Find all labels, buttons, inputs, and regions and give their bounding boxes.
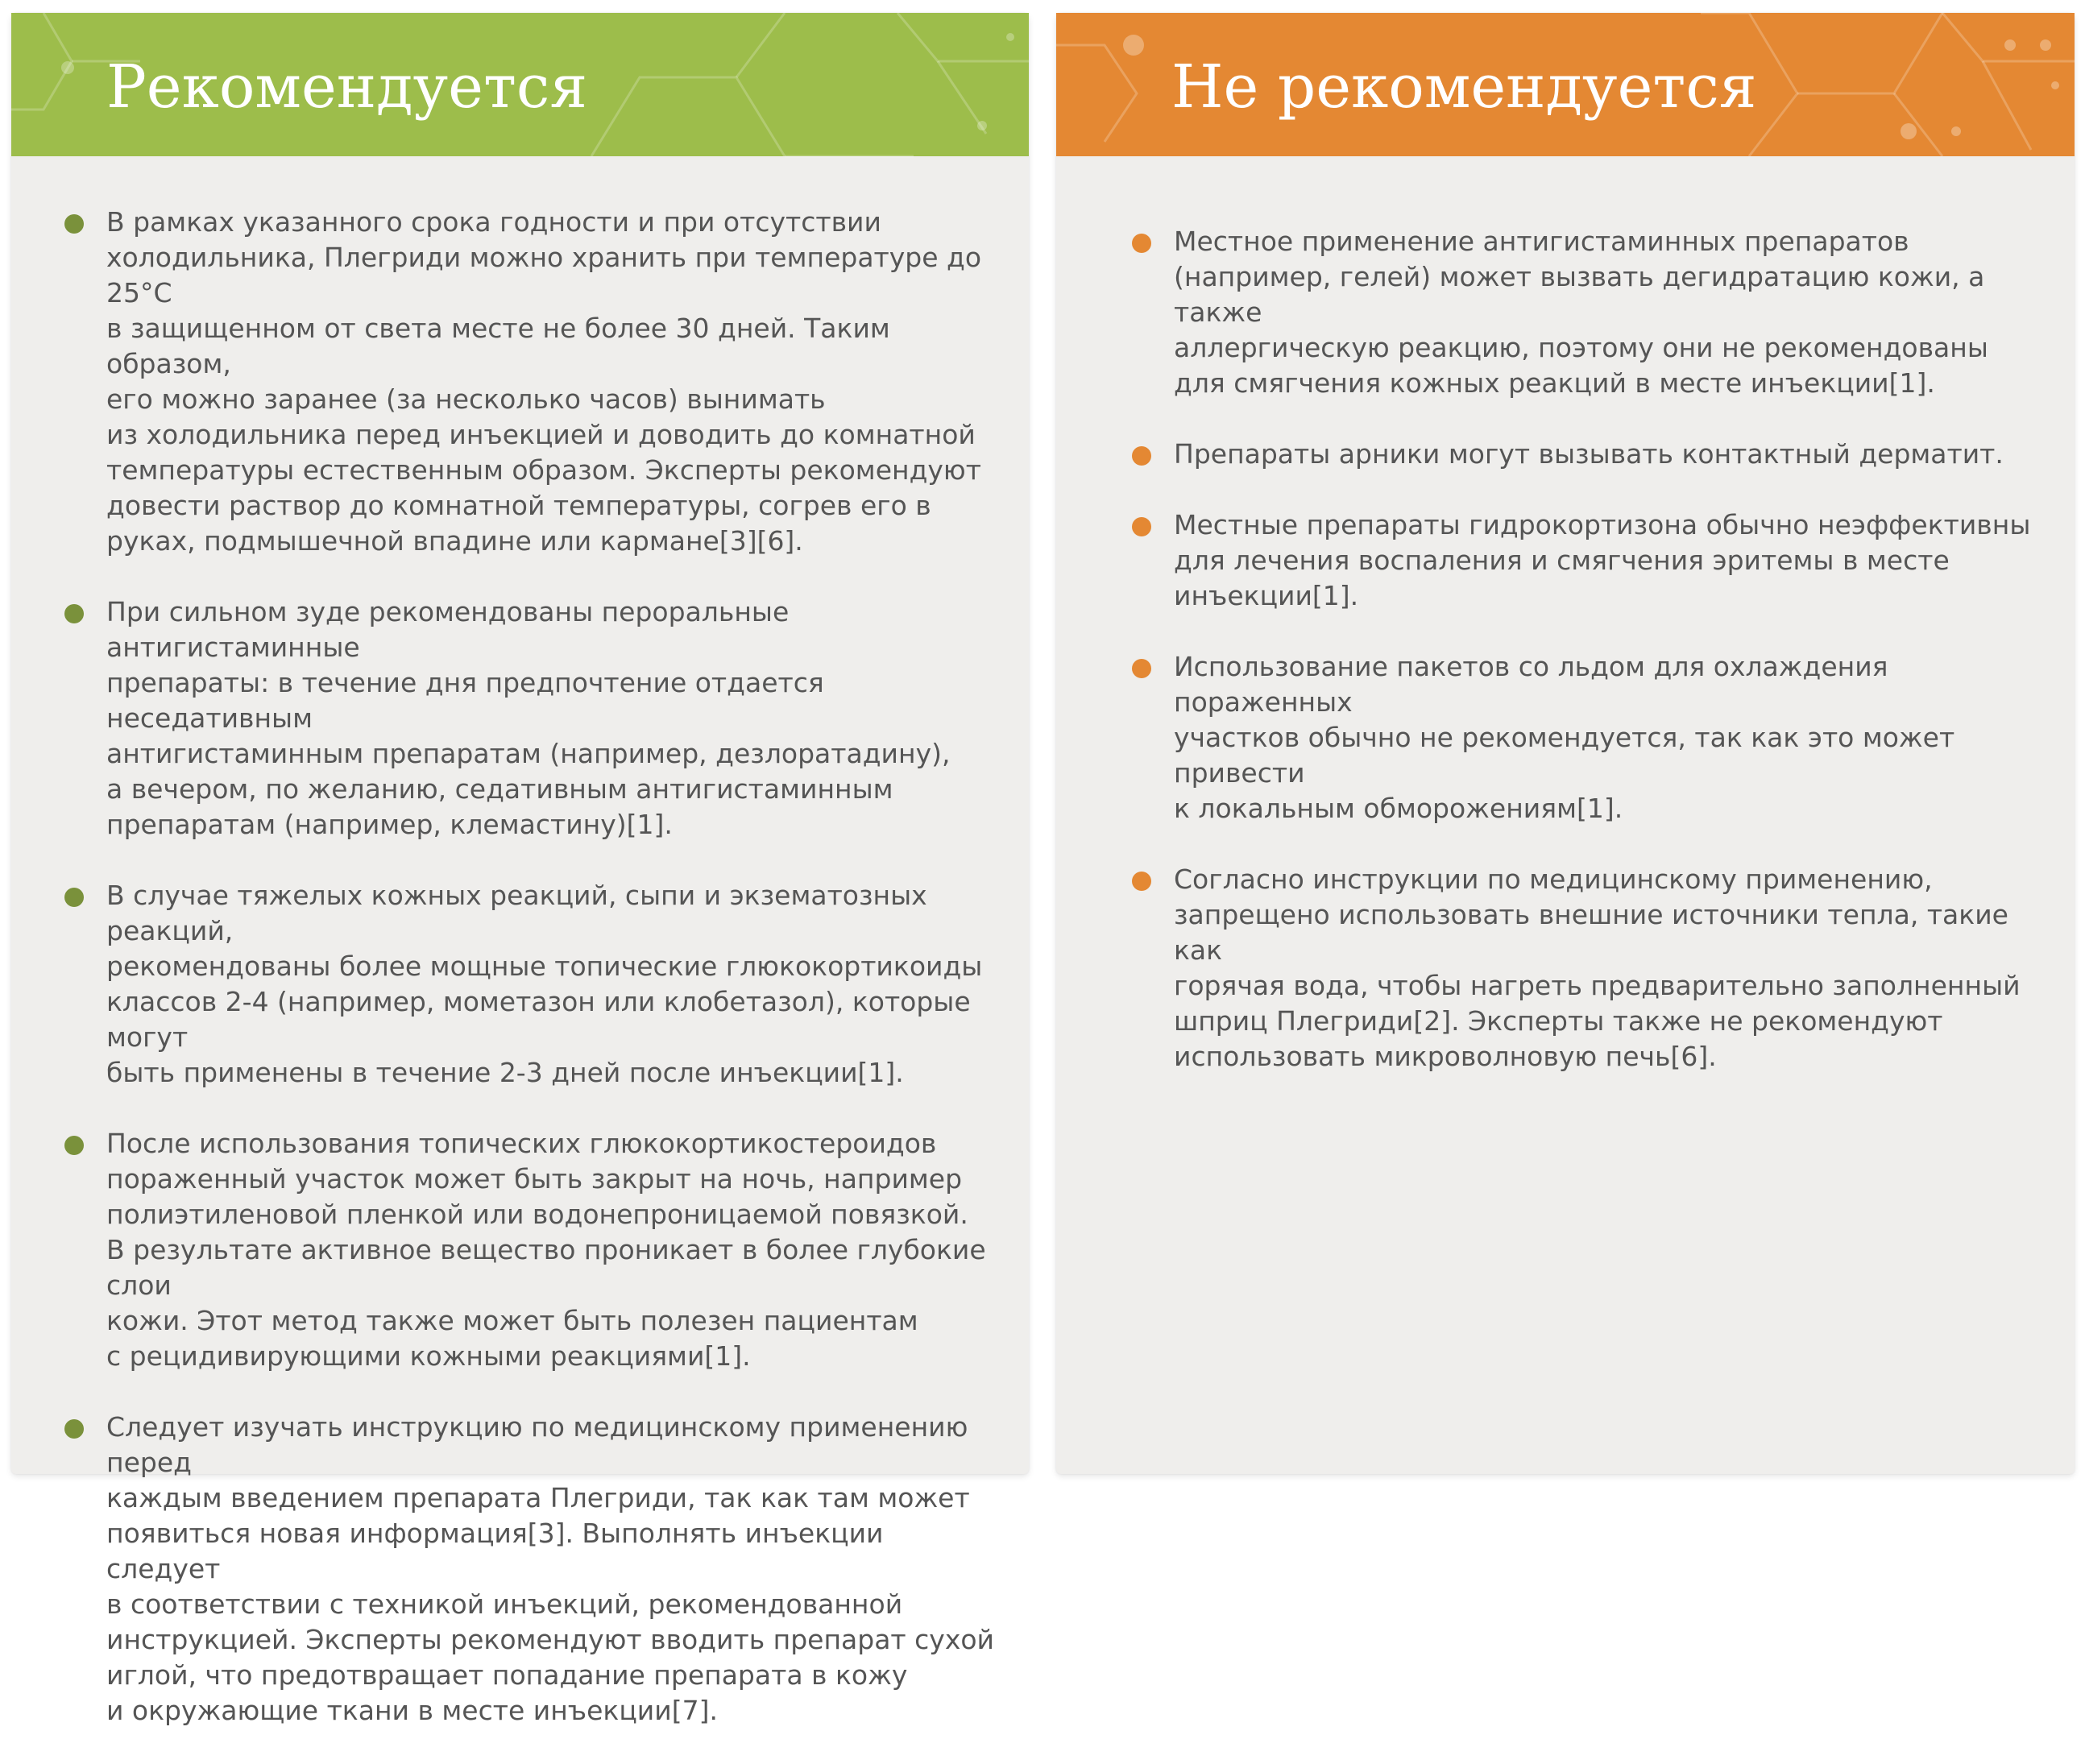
item-text-line: холодильника, Плегриди можно хранить при температуре до 25°C bbox=[106, 242, 982, 308]
list-item bbox=[106, 878, 997, 1091]
item-text-line: инъекции[1]. bbox=[1174, 580, 1359, 611]
item-text-line: кожи. Этот метод также может быть полезен пациентам bbox=[106, 1305, 918, 1336]
item-text-line: запрещено использовать внешние источники тепла, такие как bbox=[1174, 899, 2008, 966]
item-text-line: После использования топических глюкокортикостероидов bbox=[106, 1128, 937, 1159]
item-text-line: использовать микроволновую печь[6]. bbox=[1174, 1041, 1717, 1072]
bullet-dot-icon bbox=[64, 888, 84, 907]
item-text-line: иглой, что предотвращает попадание препарата в кожу bbox=[106, 1659, 908, 1691]
item-text-line: полиэтиленовой пленкой или водонепроницаемой повязкой. bbox=[106, 1199, 968, 1230]
item-text-line: В случае тяжелых кожных реакций, сыпи и экзематозных реакций, bbox=[106, 880, 927, 946]
item-text-line: препаратам (например, клемастину)[1]. bbox=[106, 809, 673, 840]
bullet-dot-icon bbox=[1132, 234, 1151, 253]
item-text-line: в соответствии с техникой инъекций, рекомендованной bbox=[106, 1588, 903, 1620]
not-recommended-title: Не рекомендуется bbox=[1171, 52, 1757, 122]
item-text-line: Согласно инструкции по медицинскому применению, bbox=[1174, 863, 1933, 895]
item-text-line: горячая вода, чтобы нагреть предварительно заполненный bbox=[1174, 970, 2021, 1001]
item-text-line: Препараты арники могут вызывать контактный дерматит. bbox=[1174, 438, 2004, 470]
item-text-line: каждым введением препарата Плегриди, так как там может bbox=[106, 1482, 970, 1513]
item-text-line: При сильном зуде рекомендованы пероральные антигистаминные bbox=[106, 596, 790, 663]
list-item bbox=[106, 1410, 997, 1729]
item-text-line: Местные препараты гидрокортизона обычно неэффективны bbox=[1174, 509, 2031, 540]
item-text-line: пораженный участок может быть закрыт на ночь, например bbox=[106, 1163, 963, 1195]
recommended-header bbox=[11, 13, 1029, 156]
item-text-line: Следует изучать инструкцию по медицинскому применению перед bbox=[106, 1411, 968, 1478]
bullet-dot-icon bbox=[64, 214, 84, 234]
list-item bbox=[1174, 224, 2042, 401]
recommended-panel bbox=[11, 13, 1029, 1726]
item-text-line: для смягчения кожных реакций в месте инъекции[1]. bbox=[1174, 367, 1935, 399]
list-item bbox=[106, 1126, 997, 1374]
not-recommended-list bbox=[1174, 224, 2042, 1110]
item-text-line: быть применены в течение 2-3 дней после инъекции[1]. bbox=[106, 1057, 904, 1088]
item-text-line: а вечером, по желанию, седативным антигистаминным bbox=[106, 773, 893, 805]
bullet-dot-icon bbox=[64, 604, 84, 623]
item-text-line: температуры естественным образом. Эксперты рекомендуют bbox=[106, 454, 981, 486]
item-text-line: (например, гелей) может вызвать дегидратацию кожи, а также bbox=[1174, 261, 1985, 328]
list-item bbox=[1174, 862, 2042, 1075]
item-text-line: аллергическую реакцию, поэтому они не рекомендованы bbox=[1174, 332, 1988, 363]
item-text-line: классов 2-4 (например, мометазон или клобетазол), которые могут bbox=[106, 986, 971, 1053]
item-text-line: В рамках указанного срока годности и при отсутствии bbox=[106, 206, 881, 238]
item-text-line: участков обычно не рекомендуется, так как это может привести bbox=[1174, 722, 1955, 789]
item-text-line: и окружающие ткани в месте инъекции[7]. bbox=[106, 1695, 718, 1726]
item-text-line: в защищенном от света месте не более 30 дней. Таким образом, bbox=[106, 313, 890, 379]
item-text-line: для лечения воспаления и смягчения эритемы в месте bbox=[1174, 545, 1950, 576]
recommended-title: Рекомендуется bbox=[106, 52, 588, 122]
list-item bbox=[106, 205, 997, 559]
list-item bbox=[1174, 437, 2042, 472]
item-text-line: В результате активное вещество проникает в более глубокие слои bbox=[106, 1234, 986, 1301]
list-item bbox=[106, 594, 997, 843]
bullet-dot-icon bbox=[64, 1419, 84, 1439]
bullet-dot-icon bbox=[1132, 517, 1151, 536]
item-text-line: препараты: в течение дня предпочтение отдается неседативным bbox=[106, 667, 824, 734]
bullet-dot-icon bbox=[1132, 446, 1151, 466]
item-text-line: Местное применение антигистаминных препаратов bbox=[1174, 226, 1909, 257]
item-text-line: антигистаминным препаратам (например, дезлоратадину), bbox=[106, 738, 951, 769]
item-text-line: инструкцией. Эксперты рекомендуют вводить препарат сухой bbox=[106, 1624, 994, 1655]
bullet-dot-icon bbox=[1132, 659, 1151, 678]
not-recommended-header bbox=[1056, 13, 2075, 156]
item-text-line: рекомендованы более мощные топические глюкокортикоиды bbox=[106, 950, 983, 982]
item-text-line: Использование пакетов со льдом для охлаждения пораженных bbox=[1174, 651, 1888, 718]
item-text-line: шприц Плегриди[2]. Эксперты также не рекомендуют bbox=[1174, 1005, 1943, 1037]
bullet-dot-icon bbox=[64, 1136, 84, 1155]
recommended-list bbox=[106, 205, 997, 1764]
item-text-line: с рецидивирующими кожными реакциями[1]. bbox=[106, 1340, 751, 1372]
not-recommended-panel bbox=[1056, 13, 2075, 1474]
item-text-line: появиться новая информация[3]. Выполнять инъекции следует bbox=[106, 1518, 884, 1584]
list-item bbox=[1174, 649, 2042, 826]
item-text-line: из холодильника перед инъекцией и доводить до комнатной bbox=[106, 419, 976, 450]
item-text-line: к локальным обморожениям[1]. bbox=[1174, 793, 1623, 824]
bullet-dot-icon bbox=[1132, 872, 1151, 891]
item-text-line: руках, подмышечной впадине или кармане[3][6]. bbox=[106, 525, 803, 557]
list-item bbox=[1174, 507, 2042, 614]
item-text-line: его можно заранее (за несколько часов) вынимать bbox=[106, 383, 826, 415]
item-text-line: довести раствор до комнатной температуры, согрев его в bbox=[106, 490, 931, 521]
